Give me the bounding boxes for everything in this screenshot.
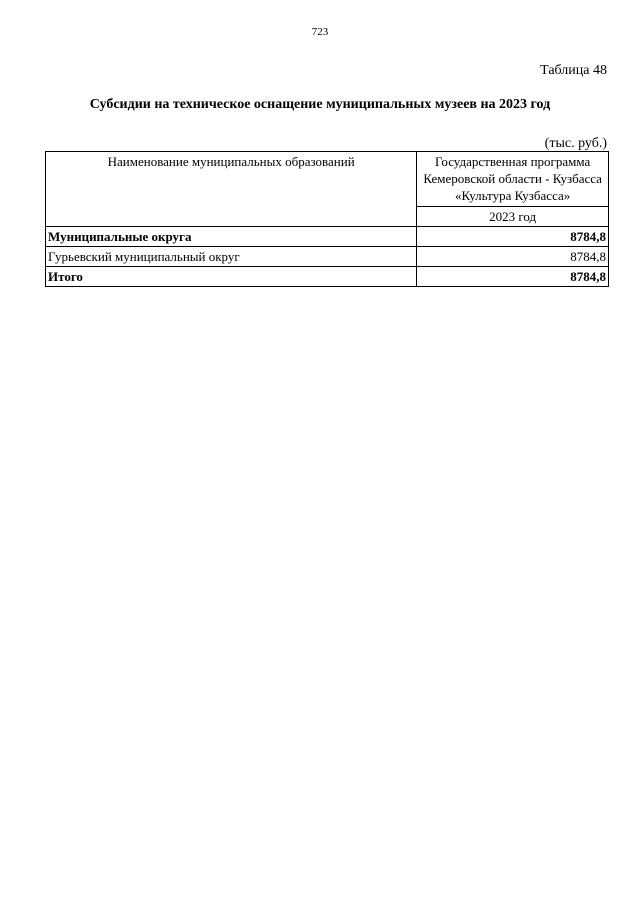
document-title: Субсидии на техническое оснащение муниципальных музеев на 2023 год (89, 97, 551, 112)
row-name: Муниципальные округа (46, 227, 417, 247)
header-year: 2023 год (417, 206, 609, 226)
units-label: (тыс. руб.) (544, 136, 607, 151)
row-value: 8784,8 (417, 227, 609, 247)
header-program: Государственная программа Кемеровской области - Кузбасса «Культура Кузбасса» (417, 152, 609, 207)
row-value: 8784,8 (417, 267, 609, 287)
row-name: Итого (46, 267, 417, 287)
row-value: 8784,8 (417, 247, 609, 267)
table-row (46, 247, 609, 267)
subsidy-table (45, 151, 609, 287)
table-row-total (46, 267, 609, 287)
table-header-row (46, 152, 609, 207)
page-number: 723 (311, 26, 329, 38)
table-label: Таблица 48 (540, 63, 607, 78)
row-name: Гурьевский муниципальный округ (46, 247, 417, 267)
table-row (46, 227, 609, 247)
header-municipality-name: Наименование муниципальных образований (46, 152, 417, 227)
